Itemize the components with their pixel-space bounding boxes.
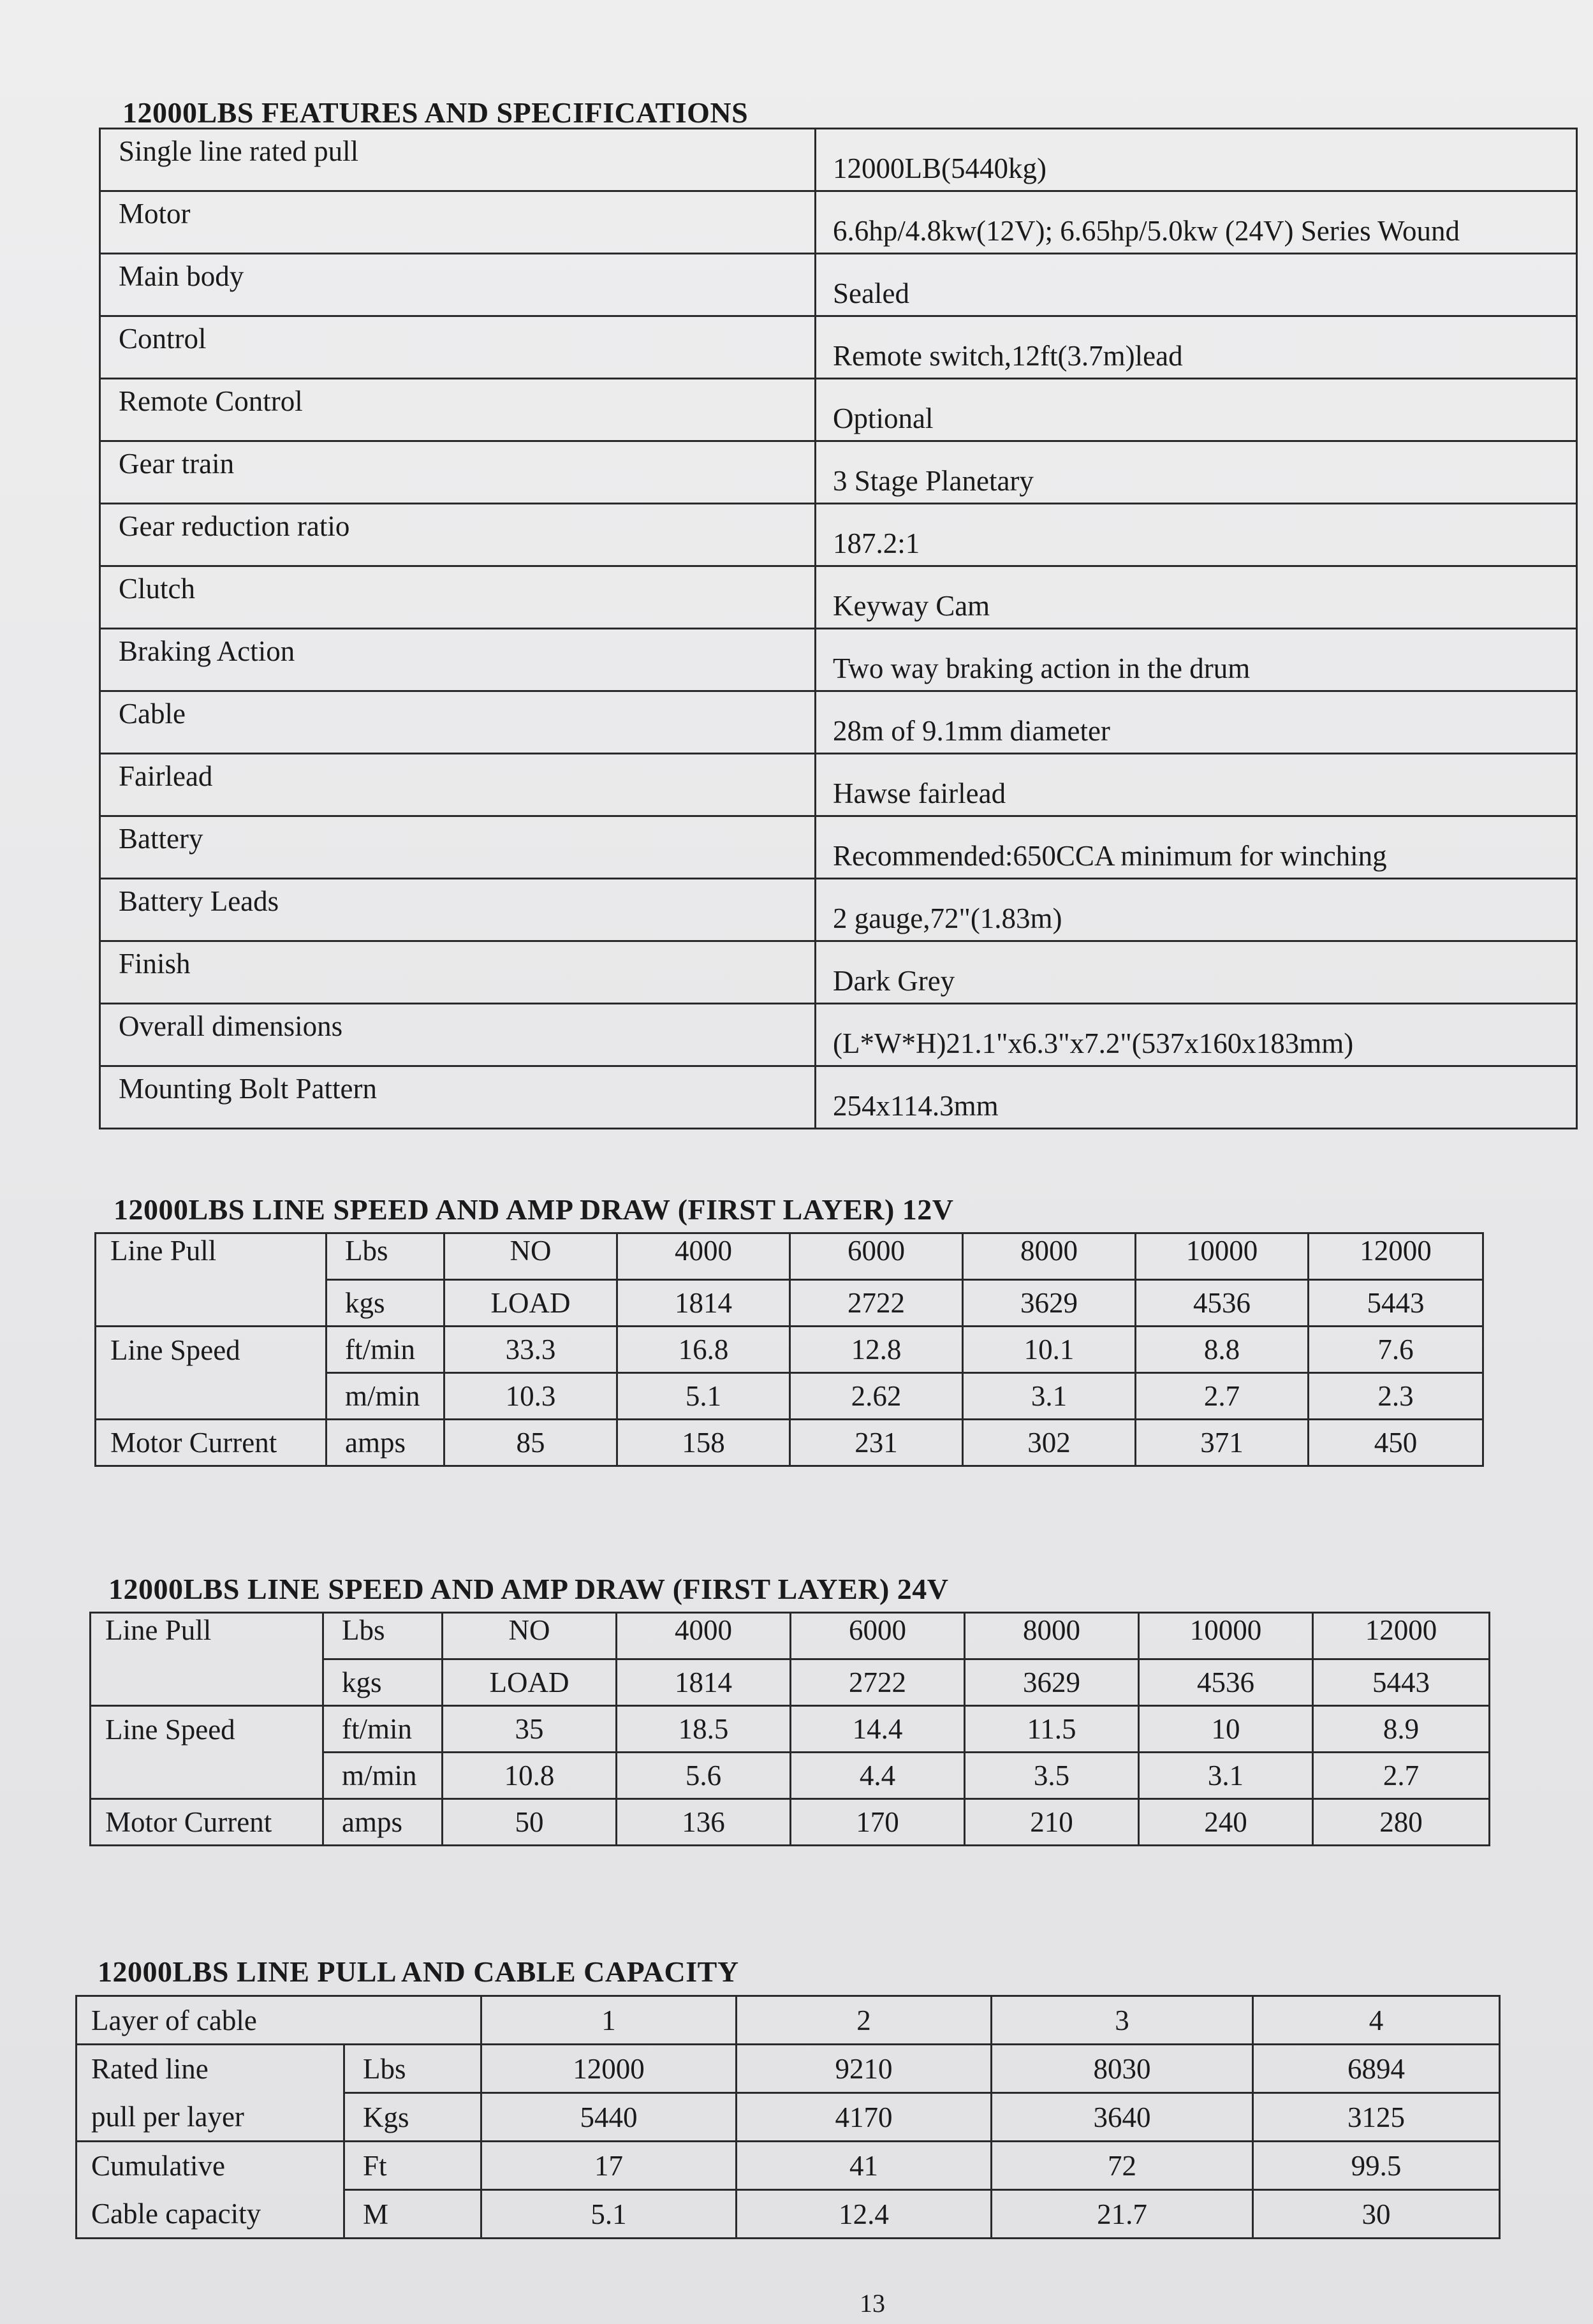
empty-cell [91,1753,323,1799]
table-cell: 3 [992,1996,1253,2045]
table-cell: 3.1 [963,1373,1136,1420]
spec-value: (L*W*H)21.1"x6.3"x7.2"(537x160x183mm) [816,1004,1577,1066]
spec-value: 3 Stage Planetary [816,441,1577,504]
spec-value: 12000LB(5440kg) [816,129,1577,191]
spec-label: Finish [100,941,816,1004]
table-cell: 33.3 [444,1327,617,1373]
table-cell: 3629 [963,1280,1136,1327]
spec-row [100,129,1577,191]
empty-cell [91,1659,323,1706]
capacity-title: 12000LBS LINE PULL AND CABLE CAPACITY [98,1955,739,1988]
table-cell: 3125 [1253,2093,1500,2142]
table-cell: 99.5 [1253,2142,1500,2190]
table-cell: 12000 [1309,1233,1483,1280]
spec-label: Clutch [100,566,816,629]
table-cell: 3.5 [965,1753,1139,1799]
table-cell: 8000 [963,1233,1136,1280]
table-row [91,1753,1490,1799]
spec-value: Remote switch,12ft(3.7m)lead [816,316,1577,379]
line-pull-label: Line Pull [96,1233,327,1280]
table-cell: 2722 [790,1280,963,1327]
table-cell: 8.9 [1313,1706,1490,1753]
line-speed-label: Line Speed [91,1706,323,1753]
table-cell: 9210 [737,2045,992,2093]
specs-title: 12000LBS FEATURES AND SPECIFICATIONS [122,96,749,129]
table-cell: 10.3 [444,1373,617,1420]
spec-value: 2 gauge,72"(1.83m) [816,879,1577,941]
table-cell: 4536 [1136,1280,1309,1327]
spec-row [100,879,1577,941]
perf24-title: 12000LBS LINE SPEED AND AMP DRAW (FIRST LAYER) 24V [108,1573,949,1605]
table-cell: 371 [1136,1420,1309,1466]
spec-row [100,379,1577,441]
table-row [77,2190,1500,2239]
table-cell: 5.1 [481,2190,737,2239]
table-cell: 4170 [737,2093,992,2142]
table-cell: 10.8 [443,1753,617,1799]
line-pull-label: Line Pull [91,1613,323,1659]
unit-cell: M [344,2190,481,2239]
table-cell: 5443 [1309,1280,1483,1327]
empty-cell [96,1280,327,1327]
unit-cell: m/min [327,1373,444,1420]
table-cell: 30 [1253,2190,1500,2239]
table-cell: 5.1 [617,1373,790,1420]
table-cell: 10 [1139,1706,1313,1753]
spec-label: Braking Action [100,629,816,691]
spec-value: Keyway Cam [816,566,1577,629]
spec-row [100,566,1577,629]
table-cell: 35 [443,1706,617,1753]
table-cell: 85 [444,1420,617,1466]
table-cell: 1 [481,1996,737,2045]
table-cell: 17 [481,2142,737,2190]
spec-label: Main body [100,254,816,316]
unit-cell: Lbs [323,1613,443,1659]
table-row [91,1659,1490,1706]
spec-row [100,691,1577,754]
table-cell: 6000 [790,1233,963,1280]
table-cell: 2.7 [1313,1753,1490,1799]
table-cell: 12.4 [737,2190,992,2239]
table-cell: 7.6 [1309,1327,1483,1373]
table-cell: 72 [992,2142,1253,2190]
table-cell: 12.8 [790,1327,963,1373]
spec-label: Battery Leads [100,879,816,941]
table-cell: 240 [1139,1799,1313,1846]
table-cell: 50 [443,1799,617,1846]
cable-capacity-table [75,1995,1501,2239]
table-cell: 170 [791,1799,965,1846]
table-cell: 4000 [617,1613,791,1659]
table-cell: 3.1 [1139,1753,1313,1799]
table-cell: 11.5 [965,1706,1139,1753]
table-cell: 2.7 [1136,1373,1309,1420]
table-cell: 5443 [1313,1659,1490,1706]
table-cell: 158 [617,1420,790,1466]
spec-label: Mounting Bolt Pattern [100,1066,816,1129]
table-row [77,2045,1500,2093]
table-cell: 280 [1313,1799,1490,1846]
spec-label: Overall dimensions [100,1004,816,1066]
table-row [96,1280,1483,1327]
table-cell: 1814 [617,1659,791,1706]
table-cell: 2.62 [790,1373,963,1420]
spec-value: Recommended:650CCA minimum for winching [816,816,1577,879]
spec-row [100,1066,1577,1129]
table-cell: 12000 [481,2045,737,2093]
spec-value: Optional [816,379,1577,441]
table-row [96,1233,1483,1280]
table-cell: 12000 [1313,1613,1490,1659]
line-speed-24v-table [89,1612,1490,1846]
spec-value: 6.6hp/4.8kw(12V); 6.65hp/5.0kw (24V) Series Wound [816,191,1577,254]
spec-value: Dark Grey [816,941,1577,1004]
unit-cell: Kgs [344,2093,481,2142]
table-cell: 210 [965,1799,1139,1846]
spec-row [100,816,1577,879]
table-cell: NO [444,1233,617,1280]
unit-cell: amps [323,1799,443,1846]
spec-value: Hawse fairlead [816,754,1577,816]
motor-current-label: Motor Current [96,1420,327,1466]
table-row [96,1373,1483,1420]
table-cell: 2 [737,1996,992,2045]
table-cell: 450 [1309,1420,1483,1466]
spec-row [100,441,1577,504]
table-cell: 4536 [1139,1659,1313,1706]
table-cell: 10000 [1139,1613,1313,1659]
table-cell: 5440 [481,2093,737,2142]
cumulative-label: Cumulative [77,2142,344,2190]
spec-row [100,1004,1577,1066]
unit-cell: Ft [344,2142,481,2190]
spec-label: Control [100,316,816,379]
table-cell: 4.4 [791,1753,965,1799]
table-cell: 136 [617,1799,791,1846]
table-cell: 3629 [965,1659,1139,1706]
spec-value: 187.2:1 [816,504,1577,566]
motor-current-label: Motor Current [91,1799,323,1846]
unit-cell: Lbs [327,1233,444,1280]
empty-cell [96,1373,327,1420]
table-row [77,1996,1500,2045]
cable-capacity-label: Cable capacity [77,2190,344,2239]
spec-label: Fairlead [100,754,816,816]
spec-row [100,254,1577,316]
spec-row [100,629,1577,691]
table-cell: 4 [1253,1996,1500,2045]
spec-row [100,191,1577,254]
spec-row [100,754,1577,816]
perf12-title: 12000LBS LINE SPEED AND AMP DRAW (FIRST LAYER) 12V [114,1193,954,1226]
spec-label: Motor [100,191,816,254]
line-speed-12v-table [94,1232,1484,1467]
unit-cell: ft/min [327,1327,444,1373]
spec-value: 28m of 9.1mm diameter [816,691,1577,754]
table-cell: 231 [790,1420,963,1466]
table-cell: 8000 [965,1613,1139,1659]
table-cell: 4000 [617,1233,790,1280]
spec-label: Battery [100,816,816,879]
rated-line-label: Rated line [77,2045,344,2093]
line-speed-label: Line Speed [96,1327,327,1373]
table-cell: 2.3 [1309,1373,1483,1420]
table-cell: 2722 [791,1659,965,1706]
table-cell: LOAD [444,1280,617,1327]
table-cell: 1814 [617,1280,790,1327]
table-row [91,1613,1490,1659]
spec-row [100,941,1577,1004]
table-cell: 14.4 [791,1706,965,1753]
spec-label: Gear train [100,441,816,504]
table-cell: 16.8 [617,1327,790,1373]
table-row [91,1799,1490,1846]
table-cell: 6000 [791,1613,965,1659]
table-cell: NO [443,1613,617,1659]
unit-cell: m/min [323,1753,443,1799]
spec-label: Remote Control [100,379,816,441]
spec-label: Gear reduction ratio [100,504,816,566]
unit-cell: Lbs [344,2045,481,2093]
table-row [91,1706,1490,1753]
unit-cell: kgs [327,1280,444,1327]
layer-of-cable-label: Layer of cable [77,1996,481,2045]
unit-cell: ft/min [323,1706,443,1753]
spec-value: 254x114.3mm [816,1066,1577,1129]
table-row [77,2142,1500,2190]
table-cell: 18.5 [617,1706,791,1753]
spec-row [100,504,1577,566]
spec-label: Single line rated pull [100,129,816,191]
table-cell: 302 [963,1420,1136,1466]
table-row [77,2093,1500,2142]
table-cell: 41 [737,2142,992,2190]
table-cell: 21.7 [992,2190,1253,2239]
pull-per-layer-label: pull per layer [77,2093,344,2142]
spec-row [100,316,1577,379]
spec-value: Sealed [816,254,1577,316]
spec-value: Two way braking action in the drum [816,629,1577,691]
table-cell: 8030 [992,2045,1253,2093]
unit-cell: amps [327,1420,444,1466]
table-cell: LOAD [443,1659,617,1706]
table-cell: 3640 [992,2093,1253,2142]
table-cell: 10.1 [963,1327,1136,1373]
table-cell: 5.6 [617,1753,791,1799]
table-row [96,1420,1483,1466]
table-row [96,1327,1483,1373]
spec-label: Cable [100,691,816,754]
table-cell: 8.8 [1136,1327,1309,1373]
unit-cell: kgs [323,1659,443,1706]
table-cell: 6894 [1253,2045,1500,2093]
page-number: 13 [860,2289,885,2318]
specifications-table [99,128,1578,1129]
table-cell: 10000 [1136,1233,1309,1280]
